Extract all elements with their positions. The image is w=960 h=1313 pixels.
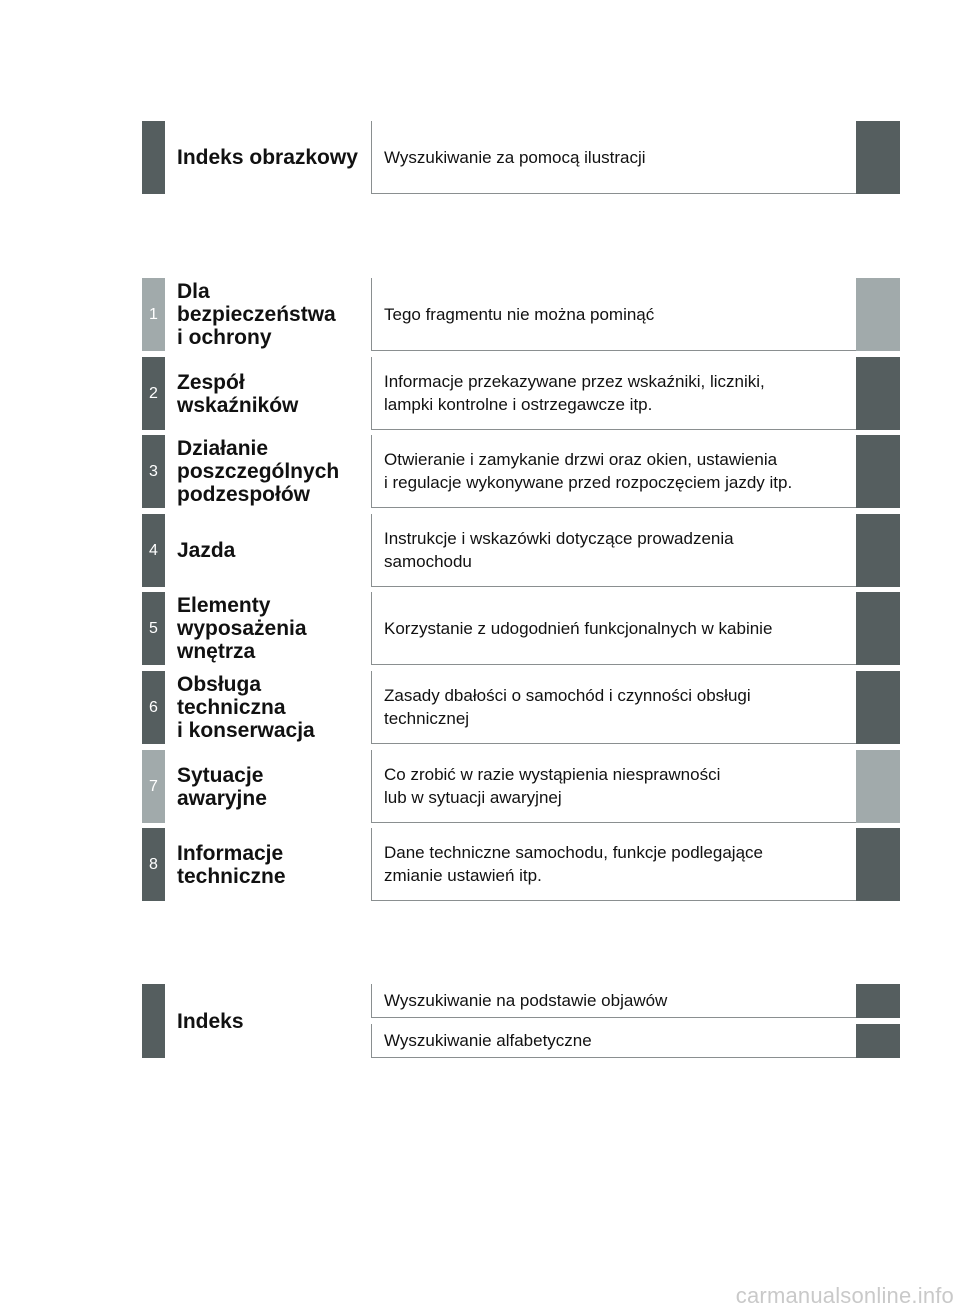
chapter-row-7[interactable]	[142, 750, 900, 823]
index-item-symptoms[interactable]: Wyszukiwanie na podstawie objawów	[371, 984, 856, 1018]
index-tab-alphabetical[interactable]	[856, 1024, 900, 1058]
chapter-description-5: Korzystanie z udogodnień funkcjonalnych w kabinie	[371, 592, 856, 665]
picture-index-description: Wyszukiwanie za pomocą ilustracji	[371, 121, 856, 194]
watermark-credit: carmanualsonline.info	[735, 1283, 954, 1308]
chapter-number-3: 3	[142, 435, 165, 508]
chapter-title-3: Działanie poszczególnych podzespołów	[177, 437, 340, 506]
chapter-description-8: Dane techniczne samochodu, funkcje podlegające zmianie ustawień itp.	[371, 828, 856, 901]
chapter-number-7: 7	[142, 750, 165, 823]
chapter-title-6: Obsługa techniczna i konserwacja	[177, 673, 315, 742]
chapter-description-3: Otwieranie i zamykanie drzwi oraz okien, ustawienia i regulacje wykonywane przed rozpoczęciem jazdy itp.	[371, 435, 856, 508]
chapter-title-7: Sytuacje awaryjne	[177, 763, 267, 810]
chapter-number-4: 4	[142, 514, 165, 587]
chapter-tab-5[interactable]	[856, 592, 900, 665]
index-row	[142, 984, 900, 1058]
chapter-row-6[interactable]	[142, 671, 900, 744]
picture-index-side-tab[interactable]	[856, 121, 900, 194]
index-item-alphabetical[interactable]: Wyszukiwanie alfabetyczne	[371, 1024, 856, 1058]
chapter-row-4[interactable]	[142, 514, 900, 587]
index-title: Indeks	[177, 1009, 244, 1033]
chapter-description-2: Informacje przekazywane przez wskaźniki, liczniki, lampki kontrolne i ostrzegawcze itp.	[371, 357, 856, 430]
chapter-row-1[interactable]	[142, 278, 900, 351]
index-tab-symptoms[interactable]	[856, 984, 900, 1018]
chapter-description-1: Tego fragmentu nie można pominąć	[371, 278, 856, 351]
chapter-tab-4[interactable]	[856, 514, 900, 587]
chapter-row-8[interactable]	[142, 828, 900, 901]
chapter-title-4: Jazda	[177, 539, 236, 562]
picture-index-title: Indeks obrazkowy	[177, 146, 358, 169]
chapter-description-7: Co zrobić w razie wystąpienia niesprawności lub w sytuacji awaryjnej	[371, 750, 856, 823]
picture-index-row[interactable]	[142, 121, 900, 194]
chapter-title-1: Dla bezpieczeństwa i ochrony	[177, 280, 336, 349]
chapter-tab-6[interactable]	[856, 671, 900, 744]
chapter-tab-2[interactable]	[856, 357, 900, 430]
chapter-number-1: 1	[142, 278, 165, 351]
chapter-number-5: 5	[142, 592, 165, 665]
chapter-number-6: 6	[142, 671, 165, 744]
chapter-description-6: Zasady dbałości o samochód i czynności obsługi technicznej	[371, 671, 856, 744]
chapter-row-5[interactable]	[142, 592, 900, 665]
chapter-title-2: Zespół wskaźników	[177, 370, 299, 417]
chapter-tab-3[interactable]	[856, 435, 900, 508]
chapter-description-4: Instrukcje i wskazówki dotyczące prowadzenia samochodu	[371, 514, 856, 587]
chapter-row-3[interactable]	[142, 435, 900, 508]
index-left-bar	[142, 984, 165, 1058]
chapter-tab-8[interactable]	[856, 828, 900, 901]
chapter-title-5: Elementy wyposażenia wnętrza	[177, 594, 307, 663]
chapter-number-8: 8	[142, 828, 165, 901]
chapter-number-2: 2	[142, 357, 165, 430]
chapter-row-2[interactable]	[142, 357, 900, 430]
chapter-tab-7[interactable]	[856, 750, 900, 823]
chapter-title-8: Informacje techniczne	[177, 841, 286, 888]
picture-index-left-bar	[142, 121, 165, 194]
chapter-tab-1[interactable]	[856, 278, 900, 351]
